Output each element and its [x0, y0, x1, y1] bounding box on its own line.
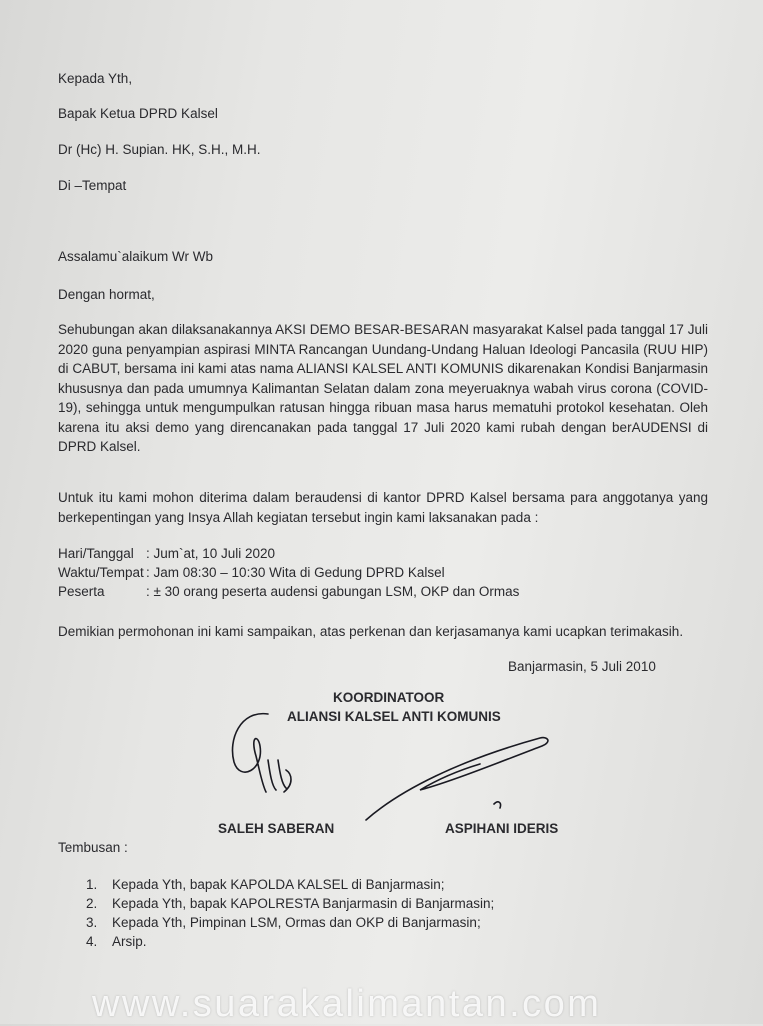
detail-row-time-place — [58, 565, 445, 581]
signature-left — [220, 700, 310, 810]
recipient-place: Di –Tempat — [58, 178, 127, 193]
cc-item-number: 3. — [86, 915, 98, 930]
detail-label: Waktu/Tempat — [58, 565, 144, 580]
cc-item — [86, 934, 147, 950]
signatory-role: KOORDINATOOR — [333, 690, 445, 705]
signatory-right-name: ASPIHANI IDERIS — [445, 821, 559, 836]
detail-value: : Jam 08:30 – 10:30 Wita di Gedung DPRD Kalsel — [146, 565, 445, 580]
recipient-title: Bapak Ketua DPRD Kalsel — [58, 106, 218, 121]
detail-value: : ± 30 orang peserta audensi gabungan LSM, OKP dan Ormas — [146, 584, 520, 599]
cc-item-text: Kepada Yth, bapak KAPOLDA KALSEL di Banjarmasin; — [112, 877, 445, 892]
place-date: Banjarmasin, 5 Juli 2010 — [508, 659, 656, 674]
cc-item-text: Kepada Yth, Pimpinan LSM, Ormas dan OKP di Banjarmasin; — [112, 915, 481, 930]
closing-sentence: Demikian permohonan ini kami sampaikan, atas perkenan dan kerjasamanya kami ucapkan terimakasih. — [58, 624, 684, 639]
cc-item — [86, 915, 481, 931]
signature-right — [360, 730, 560, 830]
opening: Dengan hormat, — [58, 287, 155, 302]
cc-item — [86, 877, 444, 893]
salutation: Assalamu`alaikum Wr Wb — [58, 249, 214, 264]
cc-item-text: Kepada Yth, bapak KAPOLRESTA Banjarmasin di Banjarmasin; — [112, 896, 495, 911]
body-paragraph-2: Untuk itu kami mohon diterima dalam beraudensi di kantor DPRD Kalsel bersama para anggotanya yang berkepentingan yang Insya Allah kegiatan tersebut ingin kami laksanakan pada : — [58, 490, 708, 525]
cc-item — [86, 896, 494, 912]
body-paragraph-1: Sehubungan akan dilaksanakannya AKSI DEMO BESAR-BESARAN masyarakat Kalsel pada tanggal 17 Juli 2020 guna penyampian aspirasi MINTA Rancangan Uundang-Undang Haluan Ideologi Pancasila (RUU HIP) di CABUT, bersama ini kami atas nama ALIANSI KALSEL ANTI KOMUNIS dikarenakan Kondisi Banjarmasin khususnya dan pada umumnya Kalimantan Selatan dalam zona meyeruaknya wabah virus corona (COVID-19), sehingga untuk mengumpulkan ratusan hingga ribuan masa harus mematuhi protokol kesehatan. Oleh karena itu aksi demo yang direncanakan pada tanggal 17 Juli 2020 kami rubah dengan berAUDENSI di DPRD Kalsel. — [58, 322, 708, 454]
detail-value: : Jum`at, 10 Juli 2020 — [146, 546, 276, 561]
cc-item-text: Arsip. — [112, 934, 147, 949]
cc-item-number: 4. — [86, 934, 98, 949]
cc-title: Tembusan : — [58, 840, 128, 855]
greeting-to: Kepada Yth, — [58, 71, 133, 86]
signatory-organization: ALIANSI KALSEL ANTI KOMUNIS — [287, 709, 501, 724]
watermark: www.suarakalimantan.com — [92, 983, 602, 1025]
detail-row-date — [58, 546, 275, 562]
detail-label: Hari/Tanggal — [58, 546, 134, 561]
recipient-name: Dr (Hc) H. Supian. HK, S.H., M.H. — [58, 142, 261, 157]
signatory-left-name: SALEH SABERAN — [218, 821, 335, 836]
detail-label: Peserta — [58, 584, 105, 599]
detail-row-participants — [58, 584, 519, 600]
cc-item-number: 2. — [86, 896, 98, 911]
cc-item-number: 1. — [86, 877, 98, 892]
